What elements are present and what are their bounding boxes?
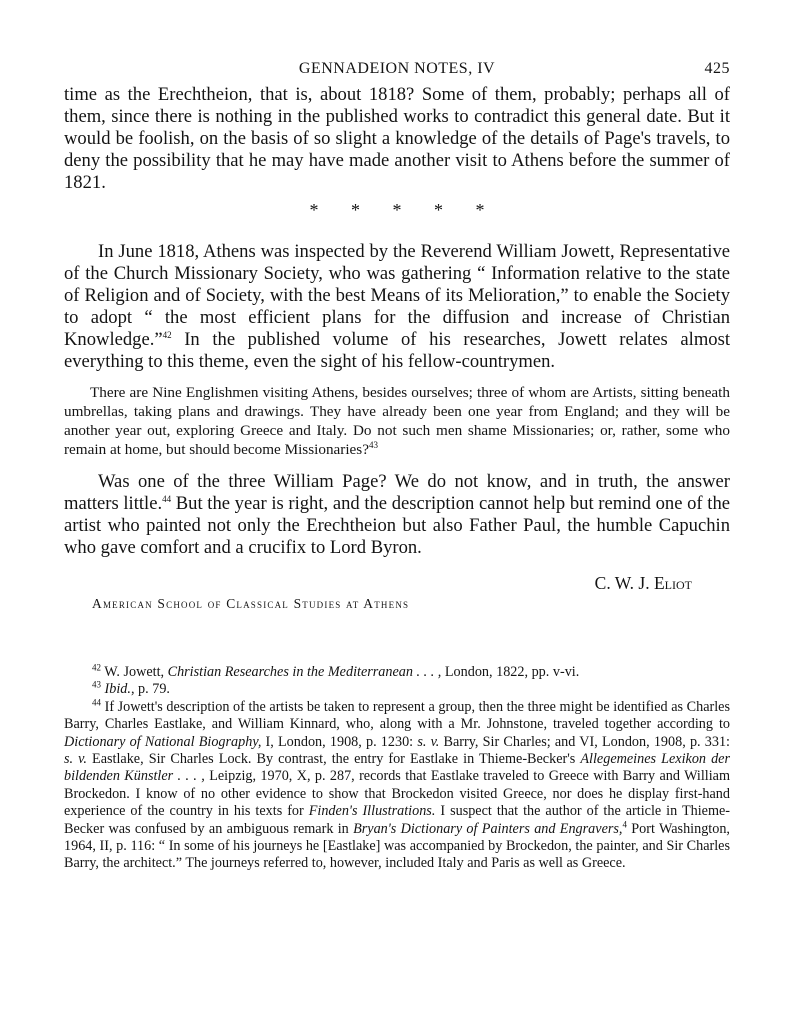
footnote-sv: s. v.	[64, 751, 87, 768]
footnote-number: 44	[92, 697, 101, 708]
paragraph-jowett-text: In June 1818, Athens was inspected by the Reverend William Jowett, Representative of the Church Missionary Society, who was gathering “ Information relative to the state of Religion and of Society, with the best Means of its Melioration,” to enable the Society to adopt “ the most efficient plans for the diffusion and increase of Christian Knowledge.”	[64, 241, 730, 350]
paragraph-continued: time as the Erechtheion, that is, about 1818? Some of them, probably; perhaps all of them, since there is nothing in the published works to contradict this general date. But it would be foolish, on the basis of so slight a knowledge of the details of Page's travels, to deny the possibility that he may have made another visit to Athens before the summer of 1821.	[64, 84, 730, 193]
footnote-title: Bryan's Dictionary of Painters and Engravers,	[353, 820, 623, 837]
section-break: * * * * *	[309, 200, 485, 220]
footnote-text: If Jowett's description of the artists be taken to represent a group, then the three might be identified as Charles Barry, Charles Eastlake, and William Kinnard, who, along with a Mr. Johnstone, traveled together according to	[64, 698, 730, 733]
footnote-text: Port Washington, 1964, II, p. 116: “ In some of his journeys he [Eastlake] was accompanied by Brockedon, the painter, and Sir Charles Barry, the architect.” The journeys referred to, however, included Italy and Paris as well as Greece.	[64, 820, 730, 872]
footnote-text: W. Jowett,	[101, 664, 168, 680]
footnote-title: Ibid.	[104, 681, 131, 698]
author-signature	[64, 573, 730, 594]
footnote-text: , p. 79.	[130, 681, 170, 698]
footnote-title: Christian Researches in the Mediterranean . . . ,	[167, 664, 442, 680]
footnote-ref-44: 44	[162, 493, 172, 504]
paragraph-jowett-text-after: In the published volume of his researches, Jowett relates almost everything to this theme, even the sight of his fellow-countrymen.	[64, 329, 730, 372]
footnote-text: London, 1822, pp. v-vi.	[441, 664, 580, 680]
paragraph-jowett	[64, 241, 730, 373]
footnote-44	[64, 699, 730, 873]
footnote-text: Barry, Sir Charles; and VI, London, 1908, p. 331:	[439, 733, 730, 750]
running-head	[64, 56, 730, 84]
paragraph-conclusion-text-after: But the year is right, and the description cannot help but remind one of the artist who painted not only the Erechtheion but also Father Paul, the humble Capuchin who gave comfort and a crucifix to Lord Byron.	[64, 493, 731, 558]
footnote-43	[64, 681, 730, 698]
footnote-text: Leipzig, 1970, X, p. 287, records that Eastlake traveled to Greece with Barry and William Brockedon. I know of no other evidence to show that Brockedon visited Greece, nor does he display first-hand experience of the country in his texts for	[64, 768, 730, 820]
author-initials: C. W. J.	[594, 573, 650, 593]
footnote-sv: s. v.	[417, 733, 440, 750]
footnote-ref-42: 42	[162, 329, 172, 340]
footnote-title: Allegemeines Lexikon der bildenden Künstler . . . ,	[64, 751, 730, 785]
footnote-title: Finden's Illustrations.	[308, 803, 436, 820]
page	[64, 56, 730, 873]
footnote-42	[64, 664, 730, 681]
paragraph-conclusion	[64, 471, 730, 559]
footnote-ref-43: 43	[368, 439, 378, 450]
footnote-text: Eastlake, Sir Charles Lock. By contrast, the entry for Eastlake in Thieme-Becker's	[86, 751, 581, 768]
footnote-inner-ref: 4	[622, 818, 627, 829]
footnote-number: 42	[92, 662, 101, 673]
block-quote	[64, 383, 730, 459]
running-title: GENNADEION NOTES, IV	[298, 60, 496, 77]
footnote-text: I suspect that the author of the article in Thieme-Becker was confused by an ambiguous remark in	[64, 803, 730, 837]
author-surname: Eliot	[653, 573, 692, 593]
author-affiliation: American School of Classical Studies at Athens	[92, 596, 410, 611]
footnote-number: 43	[92, 679, 101, 690]
paragraph-conclusion-text: Was one of the three William Page? We do not know, and in truth, the answer matters little.	[64, 471, 730, 514]
page-number: 425	[704, 60, 730, 77]
block-quote-text: There are Nine Englishmen visiting Athens, besides ourselves; three of whom are Artists, sitting beneath umbrellas, taking plans and drawings. They have already been one year from England; and they will be another year out, exploring Greece and Italy. Do not such men shame Missionaries; or, rather, some who remain at home, but should become Missionaries?	[64, 384, 730, 458]
footnotes	[64, 664, 730, 873]
footnote-title: Dictionary of National Biography,	[64, 733, 262, 750]
footnote-text: I, London, 1908, p. 1230:	[261, 733, 418, 750]
